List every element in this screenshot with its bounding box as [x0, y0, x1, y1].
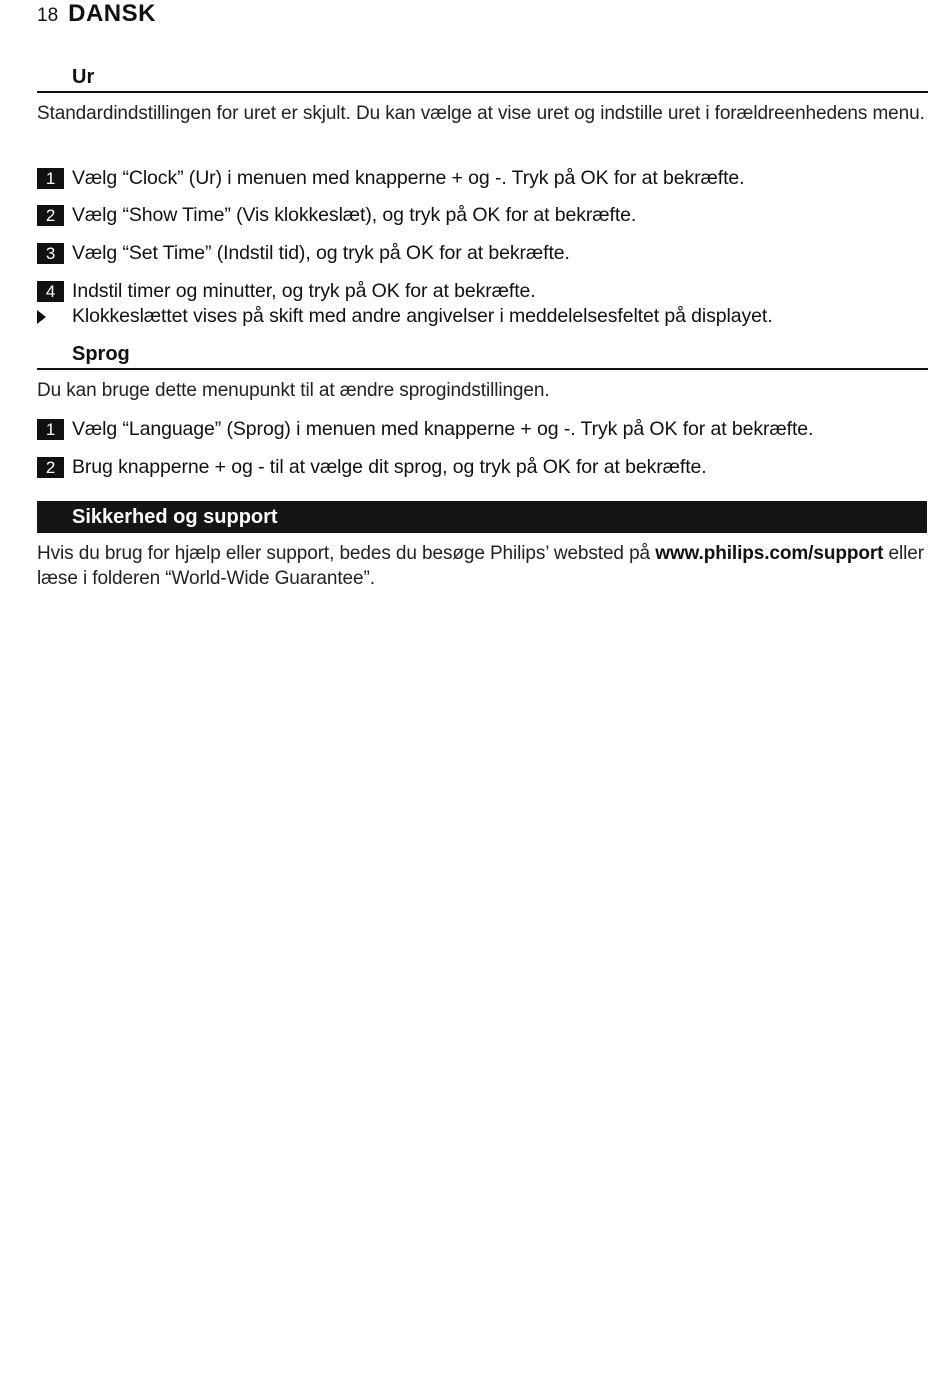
support-text: [37, 541, 928, 591]
page-number: 18: [37, 5, 59, 26]
step-text: Vælg “Language” (Sprog) i menuen med knapperne + og -. Tryk på OK for at bekræfte.: [72, 418, 814, 440]
step-number-badge: 1: [37, 168, 64, 189]
result-arrow-icon: [37, 310, 46, 324]
clock-steps-3: [37, 241, 928, 266]
section-heading-clock: Ur: [37, 63, 928, 93]
step-number-badge: 2: [37, 457, 64, 478]
step-number-badge: 1: [37, 419, 64, 440]
support-link[interactable]: www.philips.com/support: [655, 543, 884, 564]
step-text: Vælg “Clock” (Ur) i menuen med knapperne + og -. Tryk på OK for at bekræfte.: [72, 167, 745, 189]
clock-step-4: [37, 279, 928, 304]
language-steps-1: [37, 417, 928, 442]
clock-section: [37, 63, 928, 126]
step-text: Vælg “Set Time” (Indstil tid), og tryk på OK for at bekræfte.: [72, 242, 570, 264]
section-heading-support: Sikkerhed og support: [37, 501, 927, 533]
step-text: Vælg “Show Time” (Vis klokkeslæt), og tryk på OK for at bekræfte.: [72, 204, 637, 226]
clock-step-2: [37, 203, 928, 228]
clock-intro: Standardindstillingen for uret er skjult. Du kan vælge at vise uret og indstille uret i forældreenhedens menu.: [37, 103, 925, 124]
step-number-badge: 2: [37, 205, 64, 226]
clock-step-3: [37, 241, 928, 266]
language-section: [37, 340, 928, 403]
page-header: [37, 0, 156, 30]
step-number-badge: 3: [37, 243, 64, 264]
support-text-after: eller læse i folderen “World-Wide Guarantee”.: [37, 543, 924, 589]
language-step-1: [37, 417, 928, 442]
step-text: Indstil timer og minutter, og tryk på OK for at bekræfte.: [72, 280, 536, 302]
clock-steps: [37, 166, 928, 191]
step-text: Brug knapperne + og - til at vælge dit sprog, og tryk på OK for at bekræfte.: [72, 456, 707, 478]
clock-steps-2: [37, 203, 928, 228]
clock-step-1: [37, 166, 928, 191]
language-intro: Du kan bruge dette menupunkt til at ændre sprogindstillingen.: [37, 380, 550, 401]
support-text-before: Hvis du brug for hjælp eller support, bedes du besøge Philips’ websted på: [37, 543, 656, 564]
support-section: [37, 501, 928, 591]
clock-steps-4: [37, 279, 928, 329]
result-text: Klokkeslættet vises på skift med andre angivelser i meddelelsesfeltet på displayet.: [72, 305, 773, 327]
language-steps-2: [37, 455, 928, 480]
section-heading-language: Sprog: [37, 340, 928, 370]
clock-result: [37, 304, 928, 329]
language-title: DANSK: [68, 0, 156, 27]
language-step-2: [37, 455, 928, 480]
step-number-badge: 4: [37, 281, 64, 302]
